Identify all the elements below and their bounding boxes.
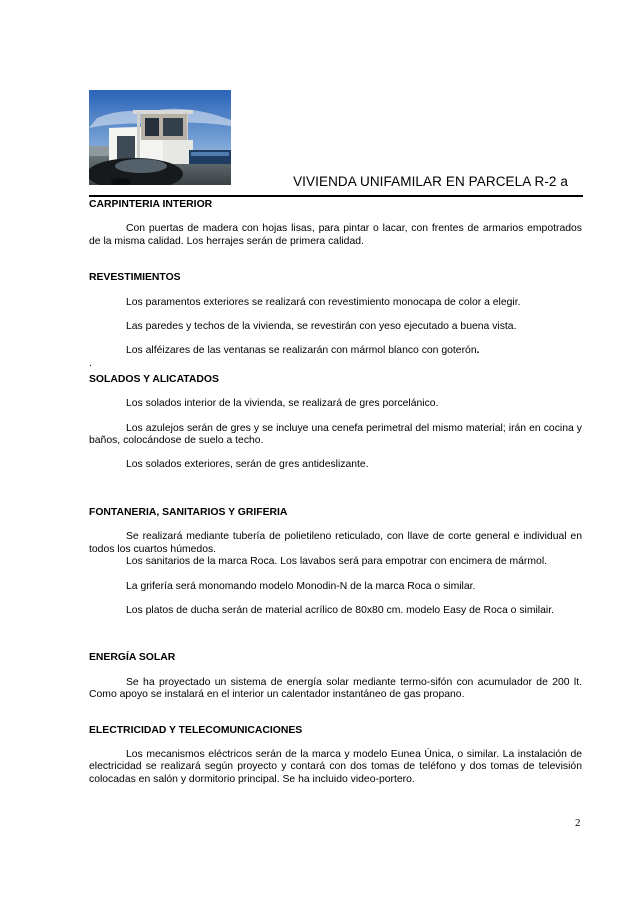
section-heading-carpinteria: CARPINTERIA INTERIOR (89, 199, 213, 210)
document-body (89, 199, 582, 786)
paragraph: Los mecanismos eléctricos serán de la marca y modelo Eunea Única, o similar. La instalación de electricidad se realizará según proyecto y contará con dos tomas de teléfono y dos tomas de televisión colocadas en salón y dormitorio principal. Se ha incluido video-portero. (89, 748, 582, 785)
section-heading-electricidad: ELECTRICIDAD Y TELECOMUNICACIONES (89, 724, 303, 736)
section-heading-fontaneria: FONTANERIA, SANITARIOS Y GRIFERIA (89, 506, 288, 518)
paragraph (89, 345, 582, 357)
section-heading-solados: SOLADOS Y ALICATADOS (89, 373, 219, 385)
house-rendering-image (89, 90, 231, 185)
paragraph: Los solados interior de la vivienda, se realizará de gres porcelánico. (126, 398, 439, 410)
paragraph: Los sanitarios de la marca Roca. Los lavabos será para empotrar con encimera de mármol. (126, 556, 548, 568)
stray-mark: . (89, 357, 92, 369)
paragraph: Se realizará mediante tubería de polietileno reticulado, con llave de corte general e individual en todos los cuartos húmedos. (89, 531, 582, 555)
section-heading-energia: ENERGÍA SOLAR (89, 652, 176, 664)
header-divider (89, 195, 583, 197)
paragraph: Los paramentos exteriores se realizará con revestimiento monocapa de color a elegir. (126, 296, 521, 308)
document-title: VIVIENDA UNIFAMILAR EN PARCELA R-2 a (293, 174, 568, 189)
paragraph: La grifería será monomando modelo Monodin-N de la marca Roca o similar. (126, 580, 476, 592)
paragraph-end-mark: . (476, 345, 480, 357)
paragraph: Los azulejos serán de gres y se incluye una cenefa perimetral del mismo material; irán en cocina y baños, colocándose de suelo a techo. (89, 422, 582, 447)
paragraph-text: Los alféizares de las ventanas se realizarán con mármol blanco con goterón (126, 345, 477, 357)
page-number: 2 (575, 817, 581, 829)
section-heading-revestimientos: REVESTIMIENTOS (89, 272, 181, 284)
paragraph: Los platos de ducha serán de material acrílico de 80x80 cm. modelo Easy de Roca o similair. (126, 604, 554, 616)
paragraph: Se ha proyectado un sistema de energía solar mediante termo-sifón con acumulador de 200 lt. Como apoyo se instalará en el interior un calentador instantáneo de gas propano. (89, 676, 582, 701)
paragraph: Las paredes y techos de la vivienda, se revestirán con yeso ejecutado a buena vista. (126, 321, 517, 333)
paragraph: Con puertas de madera con hojas lisas, para pintar o lacar, con frentes de armarios empotrados de la misma calidad. Los herrajes serán de primera calidad. (89, 223, 582, 247)
paragraph: Los solados exteriores, serán de gres antideslizante. (126, 459, 369, 471)
